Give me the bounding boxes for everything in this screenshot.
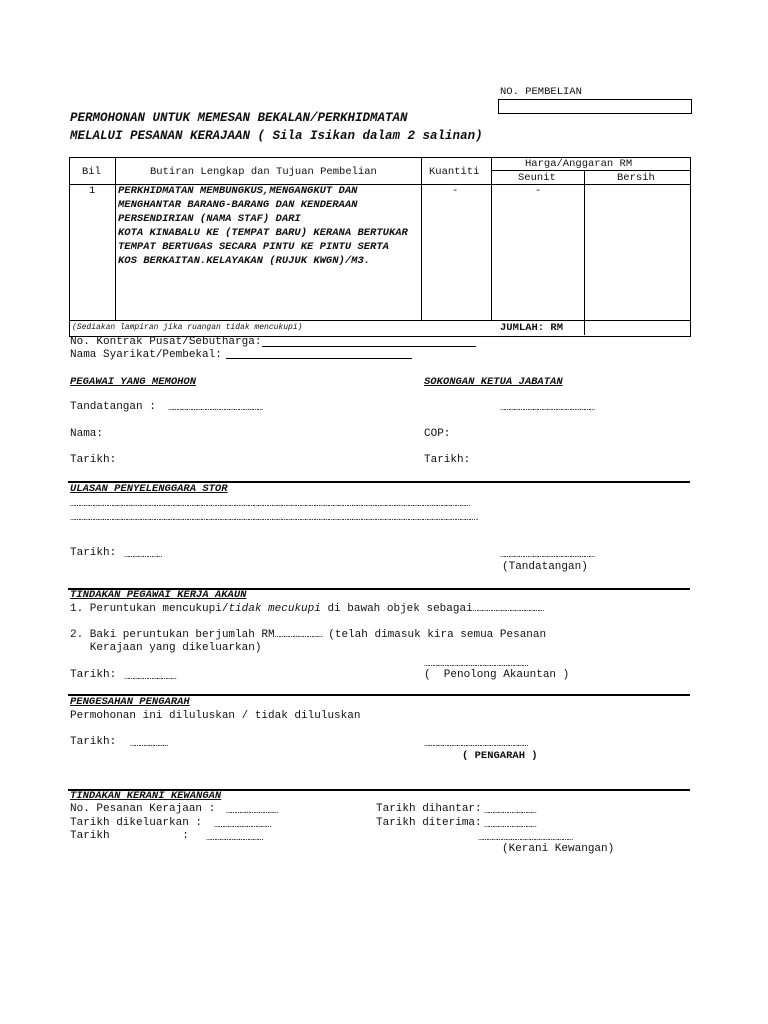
sokongan-tarikh-label: Tarikh: [424, 454, 471, 466]
akaun-item1-text: 1. Peruntukan mencukupi/ [70, 603, 229, 615]
pengarah-caption: ( PENGARAH ) [462, 750, 538, 762]
pemohon-tandatangan-field[interactable]: …………………………………………………… [168, 402, 263, 413]
akaun-item1-italic: tidak mecukupi [228, 603, 321, 615]
pengarah-text: Permohonan ini diluluskan / tidak diluluskan [70, 710, 361, 722]
pengarah-tandatangan-field[interactable]: ………………………………………………………… [424, 738, 528, 749]
row-butiran-line: KOS BERKAITAN.KELAYAKAN (RUJUK KWGN)/M3. [118, 255, 371, 267]
no-pembelian-label: NO. PEMBELIAN [500, 86, 582, 98]
jumlah-label: JUMLAH: RM [500, 322, 564, 334]
col-divider [584, 170, 585, 335]
row-kuantiti: - [452, 185, 459, 197]
no-pesanan-field[interactable]: …………………………… [226, 805, 278, 816]
ulasan-tandatangan-caption: (Tandatangan) [502, 561, 588, 573]
akaun-item1-text: di bawah objek sebagai [320, 603, 473, 615]
kerani-caption: (Kerani Kewangan) [502, 843, 615, 855]
pengarah-tarikh-label: Tarikh: [70, 736, 117, 748]
no-kontrak-field[interactable] [262, 346, 476, 347]
row-butiran-line: PERSENDIRIAN (NAMA STAF) DARI [118, 213, 301, 225]
row-butiran-line: PERKHIDMATAN MEMBUNGKUS,MENGANGKUT DAN [118, 185, 358, 197]
ulasan-tarikh-label: Tarikh: [70, 547, 117, 559]
form-title-line2: MELALUI PESANAN KERAJAAN ( Sila Isikan dalam 2 salinan) [70, 129, 483, 143]
row-butiran-line: KOTA KINABALU KE (TEMPAT BARU) KERANA BERTUKAR [118, 227, 408, 239]
row-butiran-line: MENGHANTAR BARANG-BARANG DAN KENDERAAN [118, 199, 358, 211]
akaun-item2-text: 2. Baki peruntukan berjumlah RM [70, 629, 275, 641]
pengarah-tarikh-field[interactable]: …………………… [130, 738, 168, 749]
tarikh-dikeluarkan-field[interactable]: ……………………………… [214, 819, 271, 830]
no-kontrak-label: No. Kontrak Pusat/Sebutharga: [70, 336, 262, 348]
akaun-tandatangan-field[interactable]: ………………………………………………………… [424, 658, 528, 669]
no-pembelian-field[interactable] [498, 99, 692, 114]
tarikh-diterima-field[interactable]: …………………………… [484, 819, 536, 830]
pemohon-tarikh-label: Tarikh: [70, 454, 117, 466]
sokongan-tandatangan-field[interactable]: …………………………………………………… [500, 402, 595, 413]
akaun-baki-field[interactable]: ………………………… [274, 629, 322, 640]
pengarah-heading: PENGESAHAN PENGARAH [70, 696, 190, 708]
col-header-seunit: Seunit [518, 172, 556, 184]
kerani-tarikh-field[interactable]: ……………………………… [206, 832, 263, 843]
pemohon-nama-label: Nama: [70, 428, 104, 440]
akaun-item2 [70, 629, 546, 641]
col-divider [491, 157, 492, 321]
col-header-bil: Bil [82, 166, 101, 178]
col-divider [421, 157, 422, 321]
akaun-item2-text: (telah dimasuk kira semua Pesanan [321, 629, 547, 641]
row-butiran-line: TEMPAT BERTUGAS SECARA PINTU KE PINTU SERTA [118, 241, 389, 253]
kerani-tandatangan-field[interactable]: …………………………………………………… [478, 832, 573, 843]
tarikh-dikeluarkan-label: Tarikh dikeluarkan : [70, 817, 203, 829]
tarikh-dihantar-field[interactable]: …………………………… [484, 805, 536, 816]
pemohon-heading: PEGAWAI YANG MEMOHON [70, 376, 197, 388]
kerani-heading: TINDAKAN KERANI KEWANGAN [70, 790, 222, 802]
col-header-bersih: Bersih [617, 172, 655, 184]
tarikh-dihantar-label: Tarikh dihantar: [376, 803, 482, 815]
form-title-line1: PERMOHONAN UNTUK MEMESAN BEKALAN/PERKHIDMATAN [70, 111, 408, 125]
ulasan-tarikh-field[interactable]: …………………… [124, 549, 162, 560]
ulasan-tandatangan-field[interactable]: …………………………………………………… [500, 549, 595, 560]
kerani-tarikh-label: Tarikh : [70, 830, 189, 842]
sokongan-heading: SOKONGAN KETUA JABATAN [424, 376, 563, 388]
col-divider [115, 157, 116, 321]
col-header-butiran: Butiran Lengkap dan Tujuan Pembelian [150, 166, 377, 178]
akaun-objek-field[interactable]: ……………………………………… [472, 603, 544, 614]
akaun-tarikh-label: Tarikh: [70, 669, 117, 681]
penolong-akauntan-caption: ( Penolong Akauntan ) [424, 669, 570, 681]
row-seunit: - [535, 185, 542, 197]
tarikh-diterima-label: Tarikh diterima: [376, 817, 482, 829]
sokongan-cop-label: COP: [424, 428, 451, 440]
row-bil: 1 [89, 185, 96, 197]
table-subheader-divider [491, 170, 690, 171]
akaun-item1 [70, 603, 543, 615]
col-header-kuantiti: Kuantiti [429, 166, 480, 178]
nama-syarikat-field[interactable] [226, 358, 412, 359]
akaun-tarikh-field[interactable]: …………………………… [124, 671, 176, 682]
ulasan-heading: ULASAN PENYELENGGARA STOR [70, 483, 228, 495]
table-body-bottom [69, 320, 690, 321]
col-header-harga: Harga/Anggaran RM [525, 158, 633, 170]
no-pesanan-label: No. Pesanan Kerajaan : [70, 803, 216, 815]
ulasan-line[interactable]: ………………………………………………………………………………………………………………………………………………………………………………………………………………………………… [70, 498, 470, 509]
nama-syarikat-label: Nama Syarikat/Pembekal: [70, 349, 222, 361]
ulasan-line[interactable]: ……………………………………………………………………………………………………………………………………………………………………………………………………………………………………. [70, 512, 479, 523]
pemohon-tandatangan-label: Tandatangan : [70, 401, 156, 413]
akaun-heading: TINDAKAN PEGAWAI KERJA AKAUN [70, 589, 247, 601]
table-note: (Sediakan lampiran jika ruangan tidak mencukupi) [72, 323, 303, 332]
akaun-item2-cont: Kerajaan yang dikeluarkan) [70, 642, 262, 654]
